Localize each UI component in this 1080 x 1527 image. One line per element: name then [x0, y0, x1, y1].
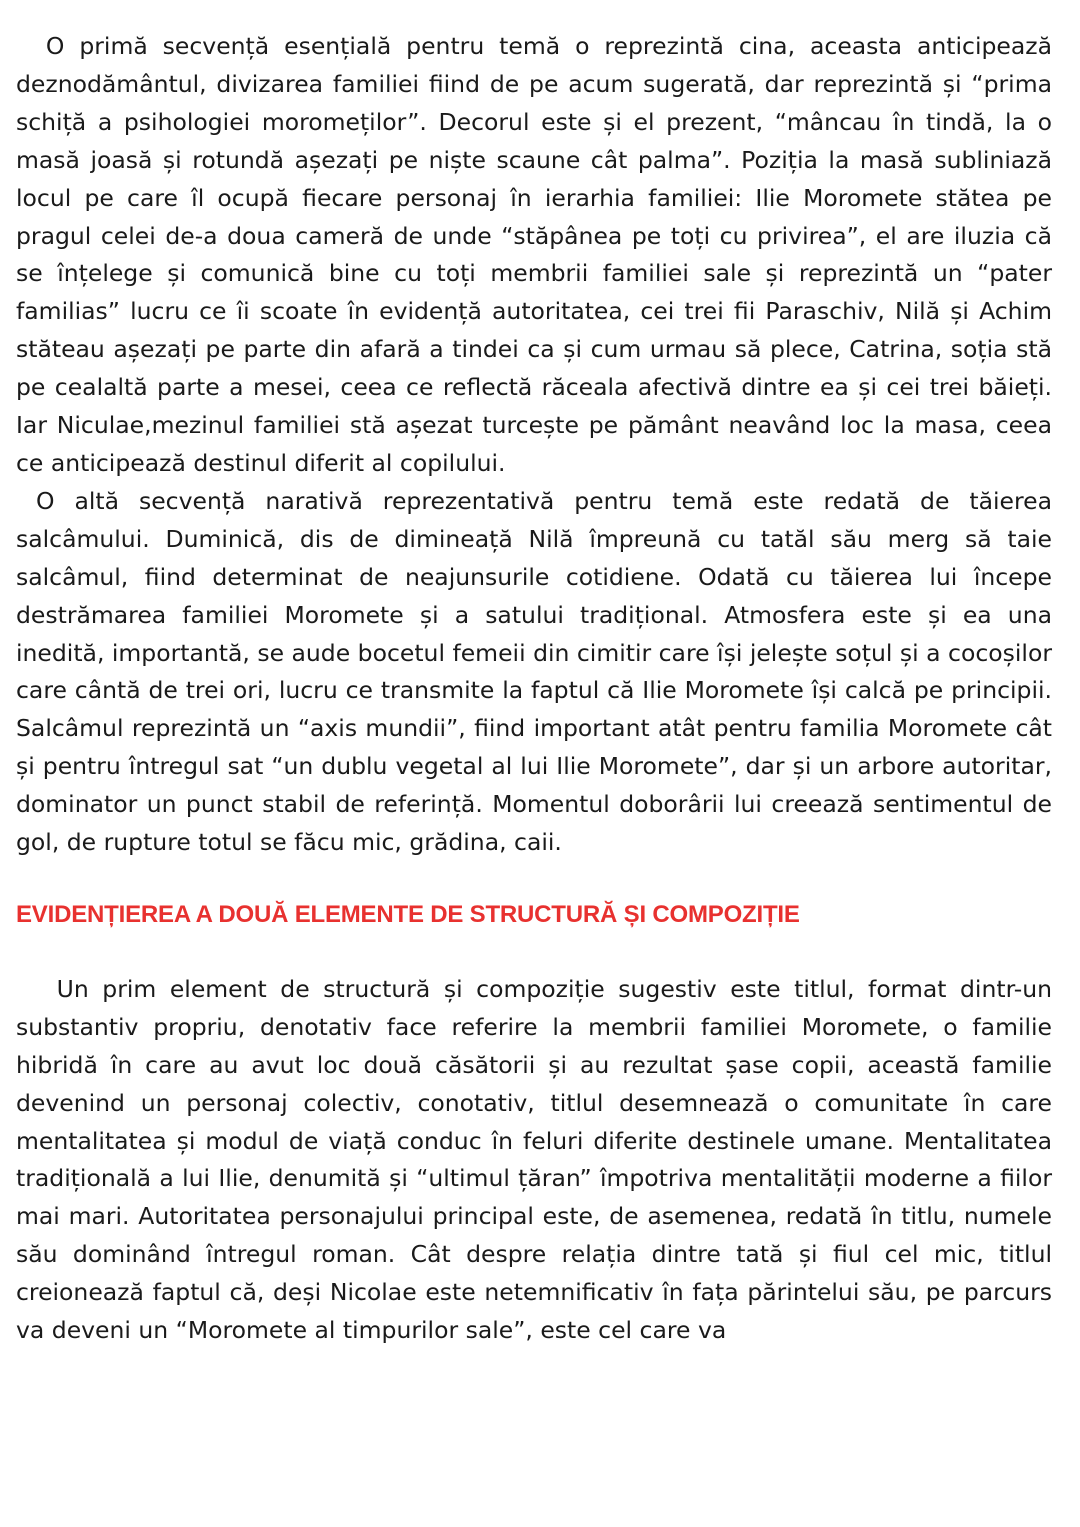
paragraph-indent — [16, 32, 46, 60]
paragraph-indent — [16, 487, 36, 515]
paragraph-salcam — [16, 483, 1052, 862]
paragraph-cina — [16, 28, 1052, 483]
paragraph-indent — [16, 975, 57, 1003]
document-page — [16, 28, 1052, 1350]
section-heading: EVIDENȚIEREA A DOUĂ ELEMENTE DE STRUCTURĂ ȘI COMPOZIȚIE — [16, 900, 800, 928]
paragraph-text: O altă secvență narativă reprezentativă pentru temă este redată de tăierea salcâmului. Duminică, dis de dimineață Nilă împreună cu tatăl său merg să taie salcâmul, fiind determinat de neajunsurile cotidiene. Odată cu tăierea lui începe destrămarea familiei Moromete și a satului tradițional. Atmosfera este și ea una inedită, importantă, se aude bocetul femeii din cimitir care își jelește soțul și a cocoșilor care cântă de trei ori, lucru ce transmite la faptul că Ilie Moromete își calcă pe principii. Salcâmul reprezintă un “axis mundii”, fiind important atât pentru familia Moromete cât și pentru întregul sat “un dublu vegetal al lui Ilie Moromete”, dar și un arbore autoritar, dominator un punct stabil de referință. Momentul doborârii lui creează sentimentul de gol, de rupture totul se făcu mic, grădina, caii. — [16, 486, 1052, 857]
paragraph-text: Un prim element de structură și compoziție sugestiv este titlul, format dintr-un substantiv propriu, denotativ face referire la membrii familiei Moromete, o familie hibridă în care au avut loc două căsătorii și au rezultat șase copii, această familie devenind un personaj colectiv, conotativ, titlul desemnează o comunitate în care mentalitatea și modul de viață conduc în feluri diferite destinele umane. Mentalitatea tradițională a lui Ilie, denumită și “ultimul țăran” împotriva mentalității moderne a fiilor mai mari. Autoritatea personajului principal este, de asemenea, redată în titlu, numele său dominând întregul roman. Cât despre relația dintre tată și fiul cel mic, titlul creionează faptul că, deși Nicolae este netemnificativ în fața părintelui său, pe parcurs va deveni un “Moromete al timpurilor sale”, este cel care va — [16, 974, 1052, 1345]
paragraph-text: O primă secvență esențială pentru temă o reprezintă cina, aceasta anticipează deznodământul, divizarea familiei fiind de pe acum sugerată, dar reprezintă și “prima schiță a psihologiei moromeților”. Decorul este și el prezent, “mâncau în tindă, la o masă joasă și rotundă așezați pe niște scaune cât palma”. Poziția la masă subliniază locul pe care îl ocupă fiecare personaj în ierarhia familiei: Ilie Moromete stătea pe pragul celei de-a doua cameră de unde “stăpânea pe toți cu privirea”, el are iluzia că se înțelege și comunică bine cu toți membrii familiei sale și reprezintă un “pater familias” lucru ce îi scoate în evidență autoritatea, cei trei fii Paraschiv, Nilă și Achim stăteau așezați pe parte din afară a tindei ca și cum urmau să plece, Catrina, soția stă pe cealaltă parte a mesei, ceea ce reflectă răceala afectivă dintre ea și cei trei băieți. Iar Niculae,mezinul familiei stă așezat turcește pe pământ neavând loc la masa, ceea ce anticipează destinul diferit al copilului. — [16, 32, 1052, 477]
paragraph-titlu — [16, 971, 1052, 1350]
